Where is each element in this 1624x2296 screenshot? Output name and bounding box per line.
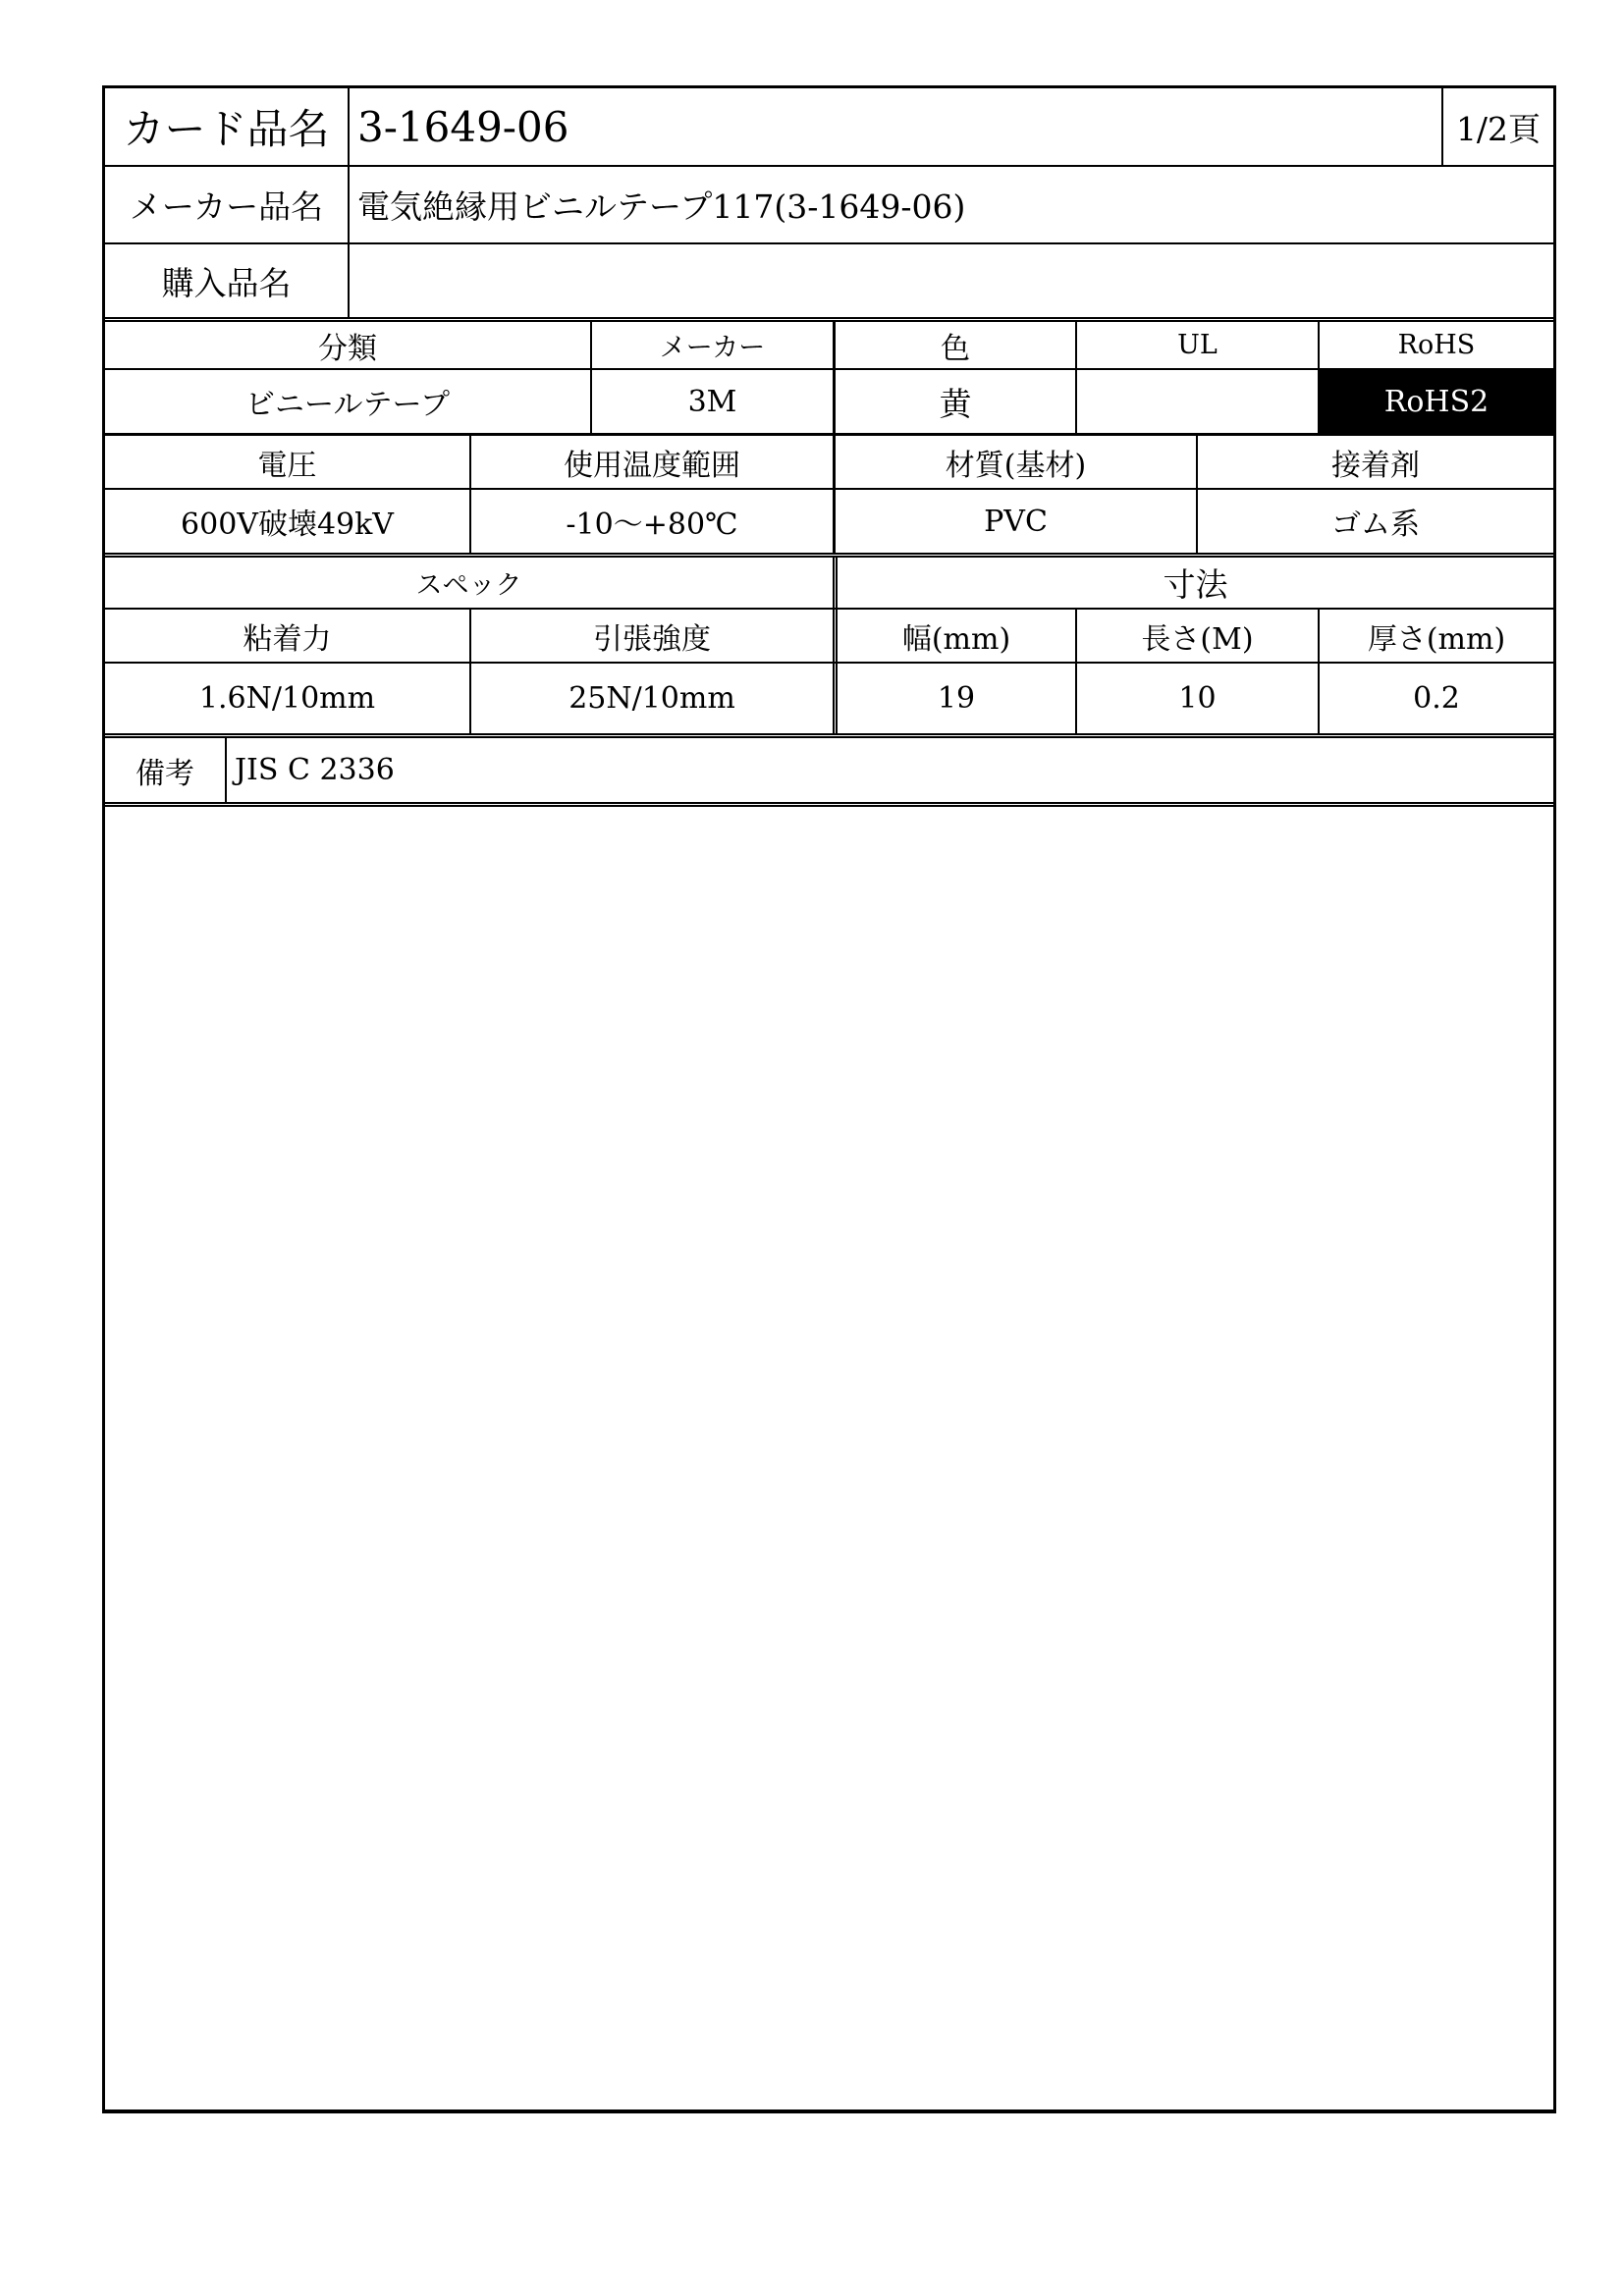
color-value: 黄 [833, 370, 1075, 433]
color-label: 色 [833, 322, 1075, 368]
voltage-value: 600V破壊49kV [181, 507, 394, 542]
purchase-name-label: 購入品名 [161, 263, 292, 302]
card-name-label: カード品名 [123, 105, 330, 153]
category-value: ビニールテープ [245, 388, 450, 422]
thickness-value: 0.2 [1318, 664, 1553, 733]
rohs-value-badge: RoHS2 [1318, 370, 1553, 433]
maker-name-row [105, 165, 1553, 242]
temp-range-value: -10〜+80℃ [469, 490, 833, 553]
adhesion-value: 1.6N/10mm [198, 681, 376, 716]
ul-value [1075, 370, 1318, 433]
maker-value: 3M [590, 370, 833, 433]
spec-dimension-label-row [105, 608, 1553, 662]
card-name-value: 3-1649-06 [348, 88, 1441, 165]
length-label: 長さ(M) [1075, 610, 1318, 662]
temp-range-label: 使用温度範囲 [469, 436, 833, 488]
category-label: 分類 [318, 331, 377, 366]
page-number: 1/2頁 [1441, 88, 1553, 165]
spec-dimension-title-row [105, 553, 1553, 608]
width-label: 幅(mm) [833, 610, 1075, 662]
spec-card-sheet [102, 85, 1556, 2112]
dimension-title: 寸法 [833, 558, 1553, 608]
adhesive-label: 接着剤 [1196, 436, 1553, 488]
tensile-value: 25N/10mm [469, 664, 833, 733]
adhesive-value: ゴム系 [1196, 490, 1553, 553]
rohs-label: RoHS [1318, 322, 1553, 368]
width-value: 19 [833, 664, 1075, 733]
sheet-bottom-rule [102, 2110, 1556, 2113]
adhesion-label: 粘着力 [243, 621, 332, 657]
ul-label: UL [1075, 322, 1318, 368]
remarks-row [105, 733, 1553, 802]
electrical-label-row [105, 433, 1553, 488]
card-name-row [105, 88, 1553, 165]
spec-dimension-value-row [105, 662, 1553, 733]
maker-label: メーカー [590, 322, 833, 368]
remarks-body [105, 802, 1553, 2109]
length-value: 10 [1075, 664, 1318, 733]
thickness-label: 厚さ(mm) [1318, 610, 1553, 662]
classification-value-row [105, 368, 1553, 433]
maker-name-label: メーカー品名 [129, 187, 324, 226]
purchase-name-value [348, 244, 1553, 317]
material-label: 材質(基材) [833, 436, 1196, 488]
remarks-value: JIS C 2336 [225, 738, 1553, 802]
maker-name-value: 電気絶縁用ビニルテープ117(3-1649-06) [348, 167, 1553, 242]
material-value: PVC [833, 490, 1196, 553]
purchase-name-row [105, 242, 1553, 317]
tensile-label: 引張強度 [469, 610, 833, 662]
spec-title: スペック [415, 570, 522, 601]
voltage-label: 電圧 [257, 448, 317, 483]
remarks-label: 備考 [135, 756, 194, 791]
classification-label-row [105, 317, 1553, 368]
electrical-value-row [105, 488, 1553, 553]
